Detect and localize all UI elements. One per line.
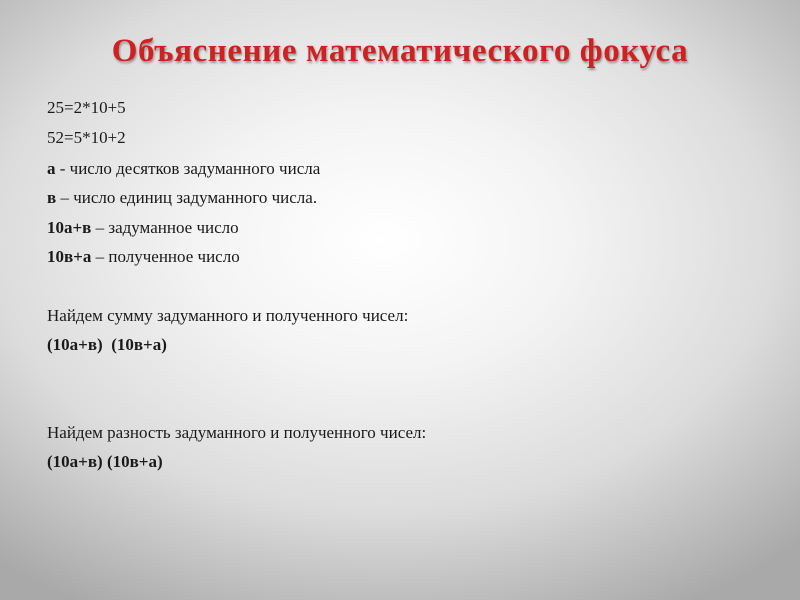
expression-10a-b: 10а+в: [47, 218, 92, 237]
example-line-25: 25=2*10+5: [47, 98, 126, 117]
expression-10b-a: 10в+а: [47, 247, 92, 266]
difference-expression: (10а+в) (10в+а): [47, 452, 163, 471]
variable-a: а: [47, 159, 56, 178]
example-line-52: 52=5*10+2: [47, 128, 126, 147]
variable-b: в: [47, 188, 57, 207]
definition-result-number: [47, 247, 240, 267]
sum-expression: (10а+в) (10в+а): [47, 335, 167, 354]
result-number-text: – полученное число: [91, 247, 240, 266]
definition-tens: [47, 159, 320, 179]
difference-heading: Найдем разность задуманного и полученного чисел:: [47, 423, 427, 442]
definition-units: [47, 188, 317, 208]
definition-units-text: – число единиц задуманного числа.: [56, 188, 318, 207]
definition-thought-number: [47, 218, 239, 238]
sum-heading: Найдем сумму задуманного и полученного чисел:: [47, 306, 409, 325]
definition-tens-text: - число десятков задуманного числа: [55, 159, 321, 178]
thought-number-text: – задуманное число: [91, 218, 239, 237]
slide-title: Объяснение математического фокуса: [111, 33, 689, 69]
